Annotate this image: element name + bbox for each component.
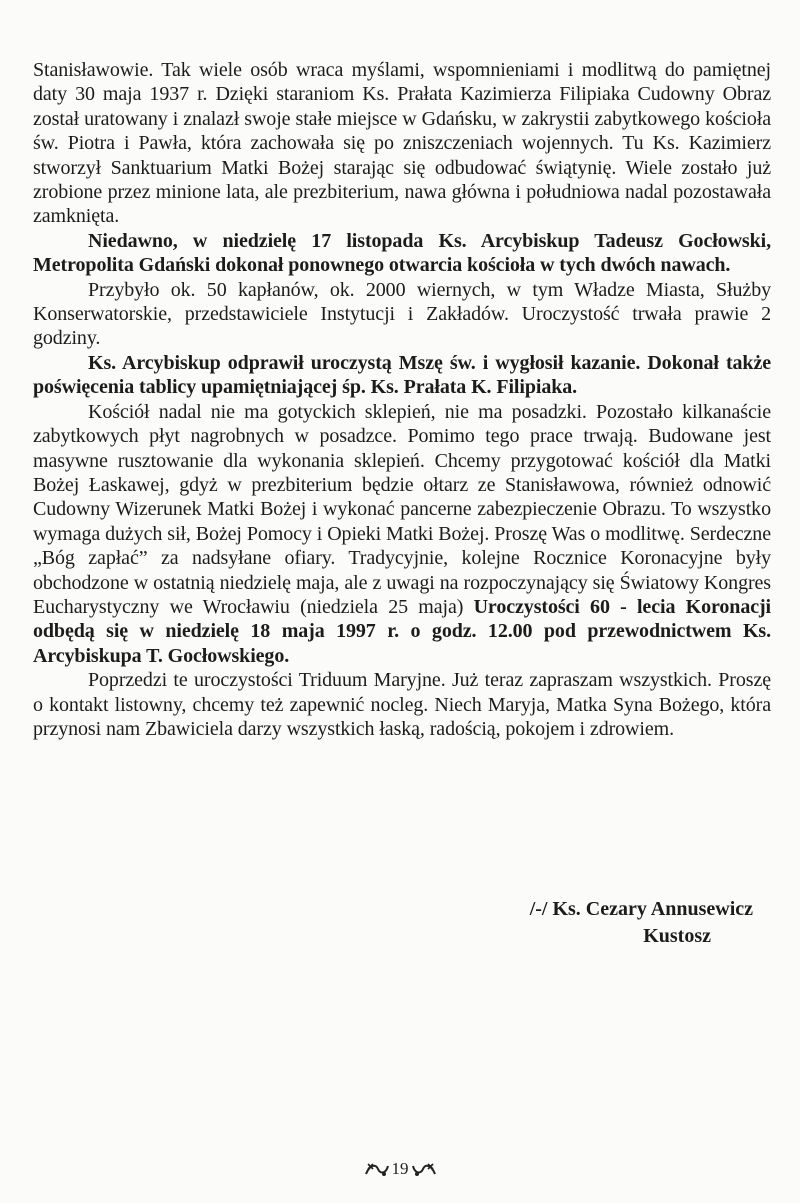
floral-ornament-icon — [411, 1160, 437, 1178]
paragraph-3: Przybyło ok. 50 kapłanów, ok. 2000 wiernych, w tym Władze Miasta, Służby Konserwatorskie, przedstawiciele Instytucji i Zakładów. Uroczystość trwała prawie 2 godziny. — [33, 278, 771, 350]
paragraph-5 — [33, 400, 771, 668]
paragraph-2: Niedawno, w niedzielę 17 listopada Ks. Arcybiskup Tadeusz Gocłowski, Metropolita Gdański dokonał ponownego otwarcia kościoła w tych dwóch nawach. — [33, 229, 771, 277]
floral-ornament-icon — [364, 1160, 390, 1178]
signature — [33, 896, 753, 950]
paragraph-5-text: Kościół nadal nie ma gotyckich sklepień, nie ma posadzki. Pozostało kilkanaście zabytkowych płyt nagrobnych w posadzce. Pomimo tego prace trwają. Budowane jest masywne rusztowanie dla wykonania sklepień. Chcemy przygotować kościół dla Matki Bożej Łaskawej, gdyż w prezbiterium będzie ołtarz ze Stanisławowa, również odnowić Cudowny Wizerunek Matki Bożej i wykonać pancerne zabezpieczenie Obrazu. To wszystko wymaga dużych sił, Bożej Pomocy i Opieki Matki Bożej. Proszę Was o modlitwę. Serdeczne „Bóg zapłać” za nadsyłane ofiary. Tradycyjnie, kolejne Rocznice Koronacyjne były obchodzone w ostatnią niedzielę maja, ale z uwagi na rozpoczynający się Światowy Kongres Eucharystyczny we Wrocławiu (niedziela 25 maja) — [33, 400, 771, 618]
paragraph-6: Poprzedzi te uroczystości Triduum Maryjne. Już teraz zapraszam wszystkich. Proszę o kontakt listowny, chcemy też zapewnić nocleg. Niech Maryja, Matka Syna Bożego, która przynosi nam Zbawiciela darzy wszystkich łaską, radością, pokojem i zdrowiem. — [33, 669, 771, 740]
paragraph-4: Ks. Arcybiskup odprawił uroczystą Mszę św. i wygłosił kazanie. Dokonał także poświęcenia tablicy upamiętniającej śp. Ks. Prałata K. Filipiaka. — [33, 351, 771, 399]
page-number: 19 — [391, 1159, 409, 1179]
signature-title: Kustosz — [643, 925, 711, 947]
paragraph-5-bold: Uroczystości 60 - lecia Koronacji odbędą się w niedzielę 18 maja 1997 r. o godz. 12.00 pod przewodnictwem Ks. Arcybiskupa T. Gocłowskiego. — [33, 595, 772, 667]
page-footer — [0, 1158, 800, 1179]
paragraph-1: Stanisławowie. Tak wiele osób wraca myślami, wspomnieniami i modlitwą do pamiętnej daty 30 maja 1937 r. Dzięki staraniom Ks. Prałata Kazimierza Filipiaka Cudowny Obraz został uratowany i znalazł swoje stałe miejsce w Gdańsku, w zakrystii zabytkowego kościoła św. Piotra i Pawła, która zachowała się po zniszczeniach wojennych. Tu Ks. Kazimierz stworzył Sanktuarium Matki Bożej starając się odbudować świątynię. Wiele zostało już zrobione przez minione lata, ale prezbiterium, nawa główna i południowa nadal pozostawała zamknięta. — [33, 59, 771, 228]
letter-body — [33, 58, 772, 947]
signature-name: /-/ Ks. Cezary Annusewicz — [529, 898, 753, 920]
